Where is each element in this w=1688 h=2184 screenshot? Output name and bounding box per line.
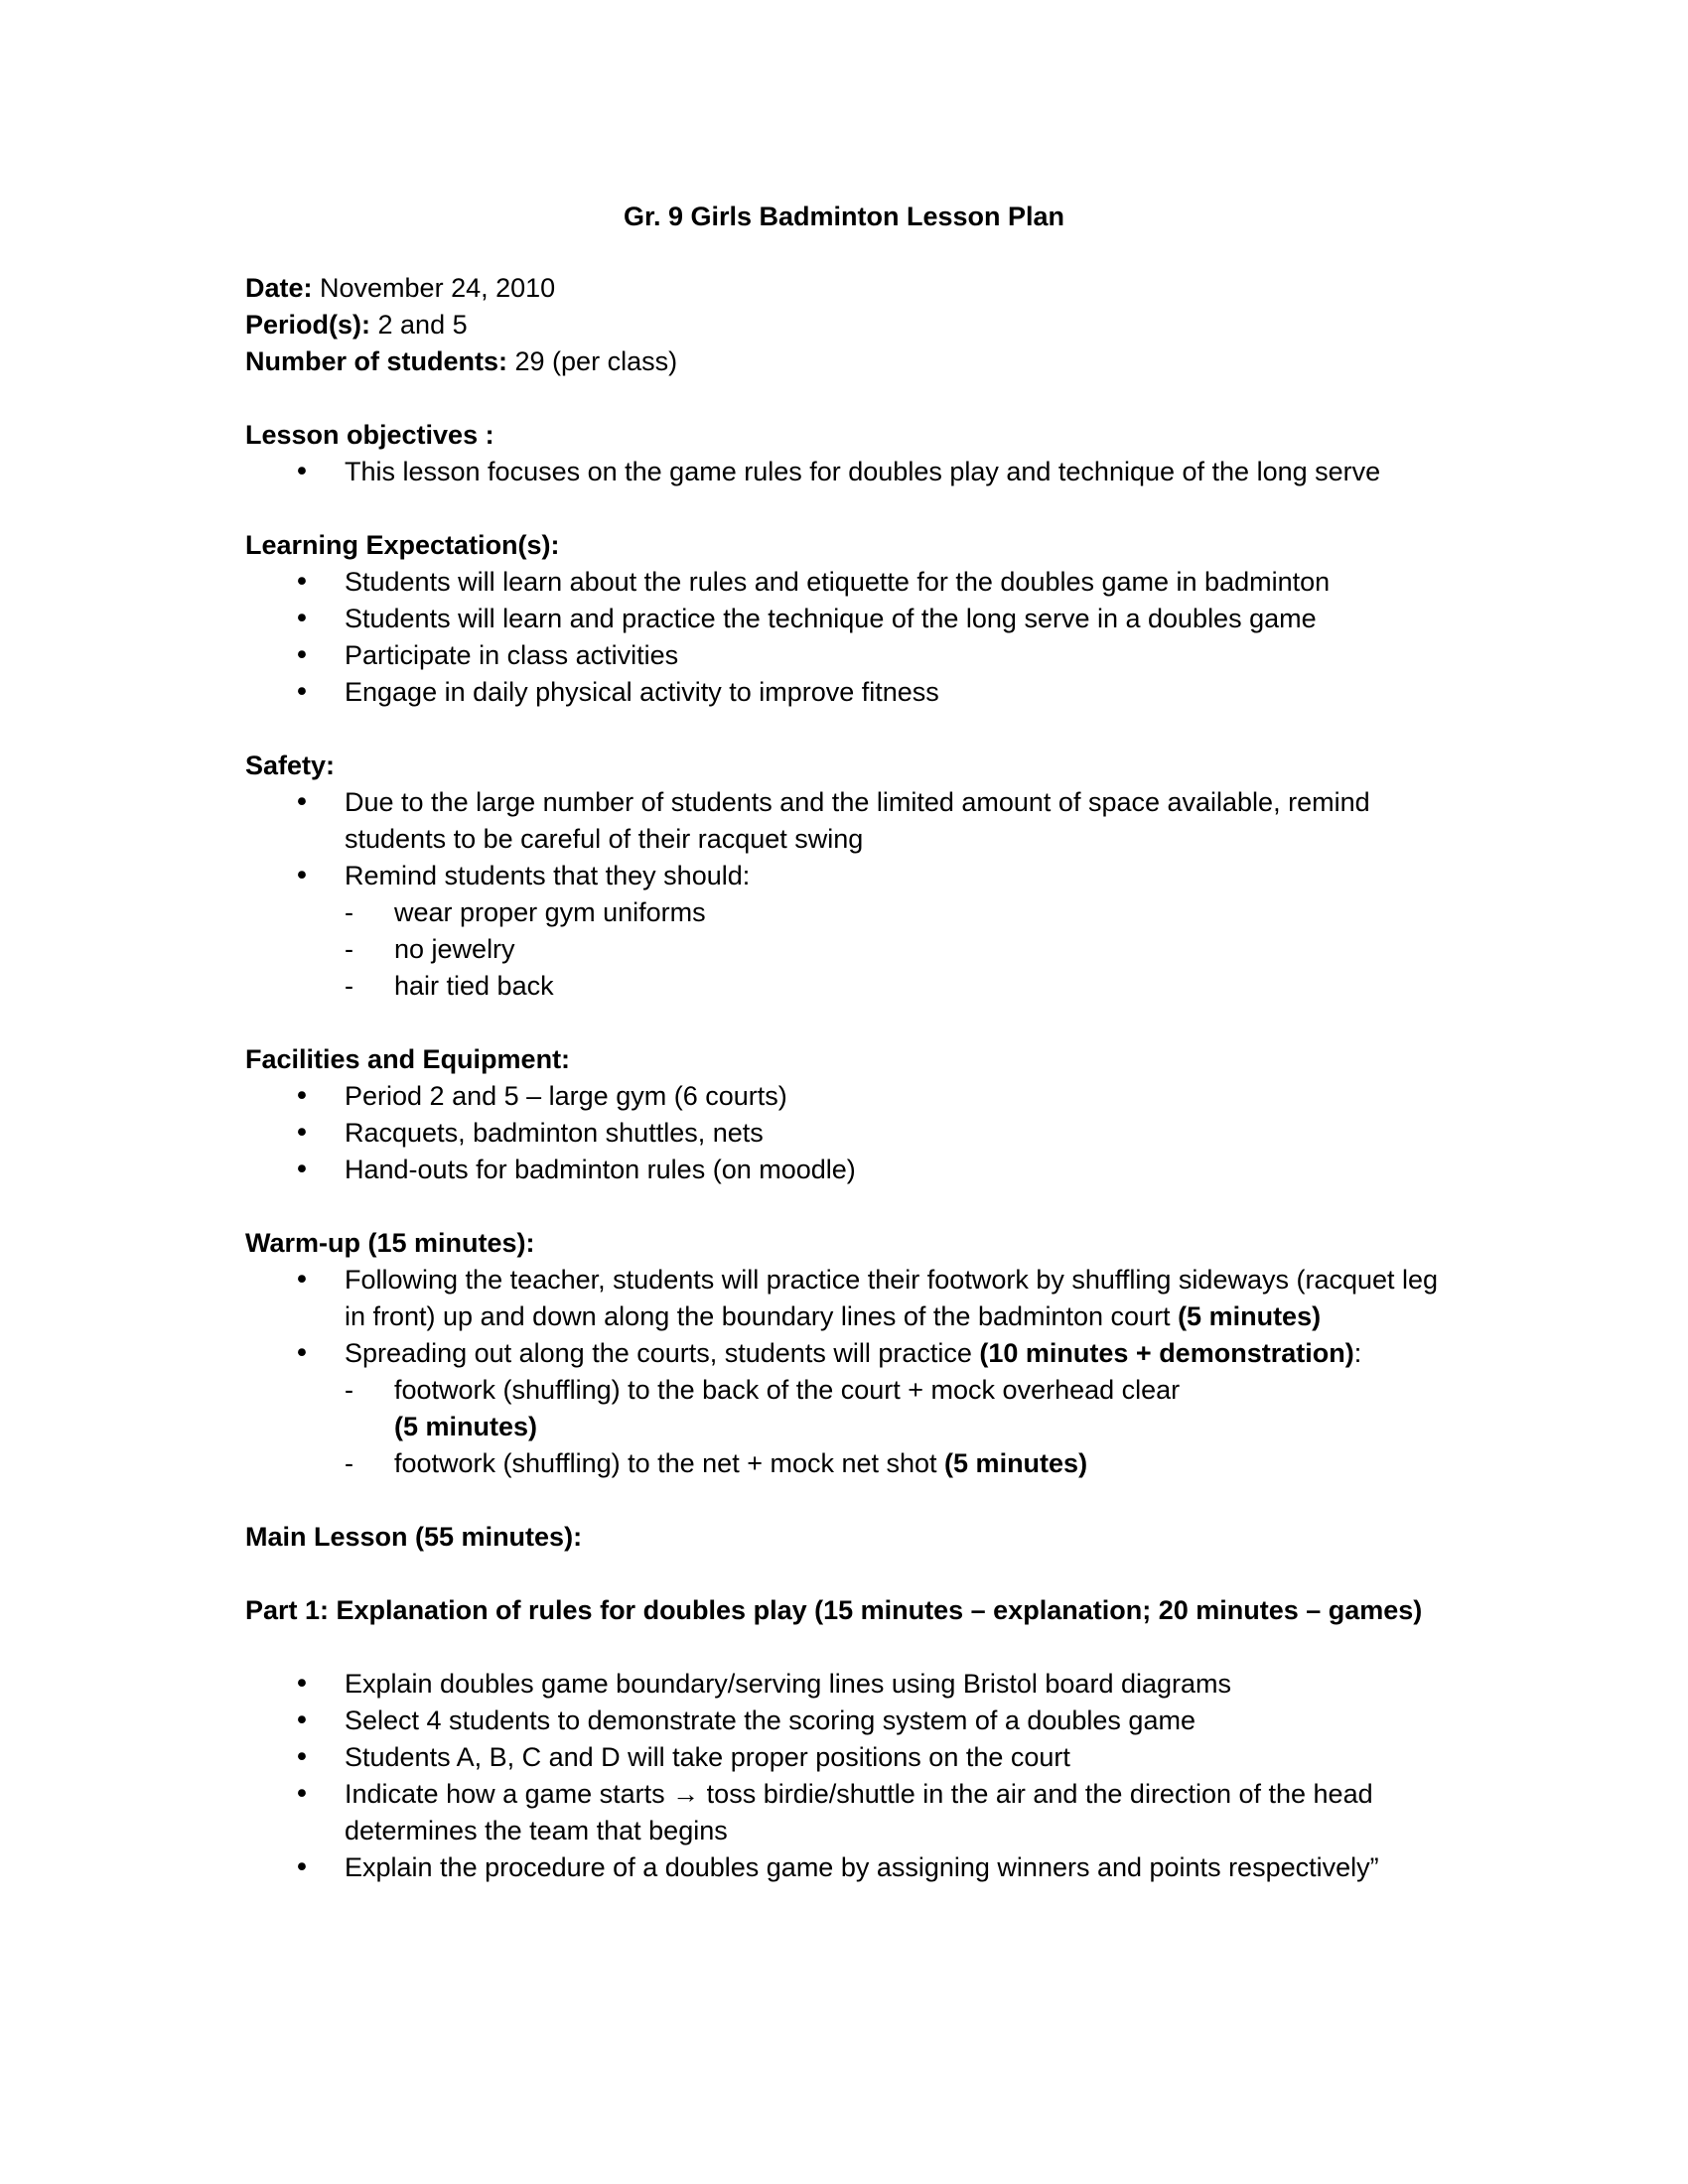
warmup-sub1-text: footwork (shuffling) to the back of the court + mock overhead clear [394, 1375, 1181, 1405]
list-item: • Explain the procedure of a doubles game by assigning winners and points respectively” [245, 1849, 1457, 1886]
list-item: • Due to the large number of students and the limited amount of space available, remind students to be careful of their racquet swing [245, 784, 1457, 858]
warmup-item1-text: Following the teacher, students will practice their footwork by shuffling sideways (racquet leg in front) up and down along the boundary lines of the badminton court [345, 1265, 1439, 1331]
objectives-list [245, 454, 1457, 490]
warmup-sub1-duration: (5 minutes) [394, 1412, 538, 1441]
students-line [245, 343, 1457, 380]
warmup-heading: Warm-up (15 minutes): [245, 1228, 535, 1258]
list-item: • Participate in class activities [245, 637, 1457, 674]
list-item: • This lesson focuses on the game rules for doubles play and technique of the long serve [245, 454, 1457, 490]
warmup-sub2-duration: (5 minutes) [944, 1448, 1088, 1478]
list-item: • Indicate how a game starts → toss birdie/shuttle in the air and the direction of the head determines the team that begins [245, 1776, 1457, 1849]
list-item [245, 858, 1457, 1005]
list-item [245, 1335, 1457, 1482]
list-item: • Period 2 and 5 – large gym (6 courts) [245, 1078, 1457, 1115]
part1-list [245, 1666, 1457, 1886]
facilities-heading: Facilities and Equipment: [245, 1044, 571, 1074]
periods-label: Period(s): [245, 310, 371, 340]
safety-sub-list [345, 894, 1457, 1005]
periods-line [245, 307, 1457, 343]
sub-list-item: - wear proper gym uniforms [345, 894, 1457, 931]
main-lesson-heading: Main Lesson (55 minutes): [245, 1522, 583, 1552]
list-item: • Students will learn and practice the technique of the long serve in a doubles game [245, 601, 1457, 637]
warmup-list [245, 1262, 1457, 1482]
safety-remind-text: Remind students that they should: [345, 861, 751, 890]
list-item: • Students will learn about the rules and etiquette for the doubles game in badminton [245, 564, 1457, 601]
list-item: • Select 4 students to demonstrate the scoring system of a doubles game [245, 1703, 1457, 1739]
warmup-item1-duration: (5 minutes) [1178, 1301, 1322, 1331]
warmup-sub-list [345, 1372, 1457, 1482]
expectations-list [245, 564, 1457, 711]
objectives-heading: Lesson objectives : [245, 420, 494, 450]
facilities-list [245, 1078, 1457, 1188]
spacer [245, 1629, 1457, 1666]
date-line [245, 270, 1457, 307]
date-label: Date: [245, 273, 313, 303]
part1-heading: Part 1: Explanation of rules for doubles play (15 minutes – explanation; 20 minutes – games) [245, 1595, 1423, 1625]
list-item: • Explain doubles game boundary/serving lines using Bristol board diagrams [245, 1666, 1457, 1703]
part1-section [245, 1592, 1457, 1886]
warmup-section [245, 1225, 1457, 1482]
list-item: • Racquets, badminton shuttles, nets [245, 1115, 1457, 1152]
objectives-section [245, 417, 1457, 490]
warmup-item2-text: Spreading out along the courts, students will practice [345, 1338, 980, 1368]
main-lesson-section [245, 1519, 1457, 1556]
expectations-section [245, 527, 1457, 711]
periods-value: 2 and 5 [370, 310, 468, 340]
lesson-meta [245, 270, 1457, 380]
safety-heading: Safety: [245, 751, 336, 780]
document-body [245, 270, 1457, 1923]
list-item: • Students A, B, C and D will take proper positions on the court [245, 1739, 1457, 1776]
warmup-item2-duration: (10 minutes + demonstration) [979, 1338, 1354, 1368]
facilities-section [245, 1041, 1457, 1188]
sub-list-item [345, 1445, 1457, 1482]
safety-section [245, 748, 1457, 1005]
sub-list-item: - hair tied back [345, 968, 1457, 1005]
page-title: Gr. 9 Girls Badminton Lesson Plan [623, 202, 1065, 231]
warmup-sub2-text: footwork (shuffling) to the net + mock net shot [394, 1448, 945, 1478]
students-label: Number of students: [245, 346, 508, 376]
safety-list [245, 784, 1457, 1005]
students-value: 29 (per class) [507, 346, 678, 376]
list-item [245, 1262, 1457, 1335]
list-item: • Engage in daily physical activity to improve fitness [245, 674, 1457, 711]
expectations-heading: Learning Expectation(s): [245, 530, 560, 560]
list-item: • Hand-outs for badminton rules (on moodle) [245, 1152, 1457, 1188]
warmup-item2-end: : [1353, 1338, 1362, 1368]
date-value: November 24, 2010 [312, 273, 556, 303]
sub-list-item [345, 1372, 1457, 1445]
sub-list-item: - no jewelry [345, 931, 1457, 968]
